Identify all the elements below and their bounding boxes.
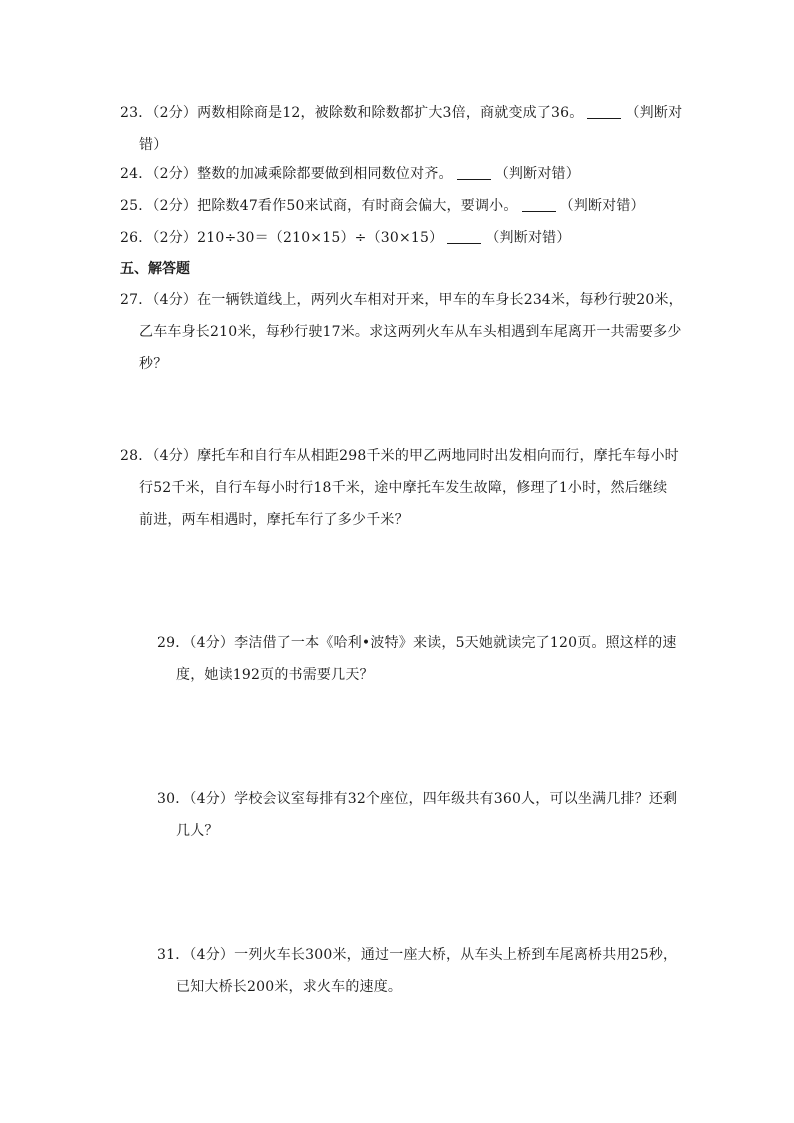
problem-28-line2: 行52千米，自行车每小时行18千米，途中摩托车发生故障，修理了1小时，然后继续	[139, 480, 668, 496]
problem-30-line1: 30．（4分）学校会议室每排有32个座位，四年级共有360人，可以坐满几排？还剩	[157, 791, 678, 807]
question-25-tail: （判断对错）	[559, 198, 645, 214]
problem-29	[157, 627, 677, 691]
question-25-text: 25．（2分）把除数47看作50来试商，有时商会偏大，要调小。	[120, 198, 518, 214]
problem-28-line3: 前进，两车相遇时，摩托车行了多少千米？	[139, 512, 409, 528]
problem-27	[120, 284, 683, 380]
problem-29-line1: 29．（4分）李洁借了一本《哈利•波特》来读，5天她就读完了120页。照这样的速	[157, 635, 677, 651]
problem-31-line2: 已知大桥长200米，求火车的速度。	[176, 979, 403, 995]
answer-blank-24[interactable]	[457, 165, 491, 180]
problem-30	[157, 783, 677, 847]
question-24	[120, 158, 580, 190]
answer-blank-23[interactable]	[587, 104, 621, 119]
question-23	[120, 97, 682, 161]
question-23-tail: （判断对	[625, 105, 683, 121]
problem-27-line1: 27．（4分）在一辆铁道线上，两列火车相对开来，甲车的车身长234米，每秒行驶20米，	[120, 292, 683, 308]
problem-27-line3: 秒？	[139, 356, 168, 372]
question-26-tail: （判断对错）	[485, 230, 571, 246]
problem-27-line2: 乙车车身长210米，每秒行驶17米。求这两列火车从车头相遇到车尾离开一共需要多少	[139, 324, 682, 340]
question-26	[120, 222, 571, 254]
problem-28	[120, 440, 679, 536]
problem-31-line1: 31．（4分）一列火车长300米，通过一座大桥，从车头上桥到车尾离桥共用25秒，	[157, 947, 678, 963]
question-26-text: 26．（2分）210÷30＝（210×15）÷（30×15）	[120, 230, 444, 246]
problem-28-line1: 28．（4分）摩托车和自行车从相距298千米的甲乙两地同时出发相向而行，摩托车每小时	[120, 448, 679, 464]
problem-29-line2: 度，她读192页的书需要几天？	[176, 667, 374, 683]
answer-blank-26[interactable]	[447, 229, 481, 244]
question-23-text: 23．（2分）两数相除商是12，被除数和除数都扩大3倍，商就变成了36。	[120, 105, 584, 121]
problem-30-line2: 几人？	[176, 823, 219, 839]
question-23-line2: 错）	[139, 137, 168, 153]
question-25	[120, 190, 645, 222]
question-24-tail: （判断对错）	[494, 166, 580, 182]
answer-blank-25[interactable]	[522, 197, 556, 212]
problem-31	[157, 939, 677, 1003]
question-24-text: 24．（2分）整数的加减乘除都要做到相同数位对齐。	[120, 166, 453, 182]
section-five-heading: 五、解答题	[120, 261, 190, 277]
